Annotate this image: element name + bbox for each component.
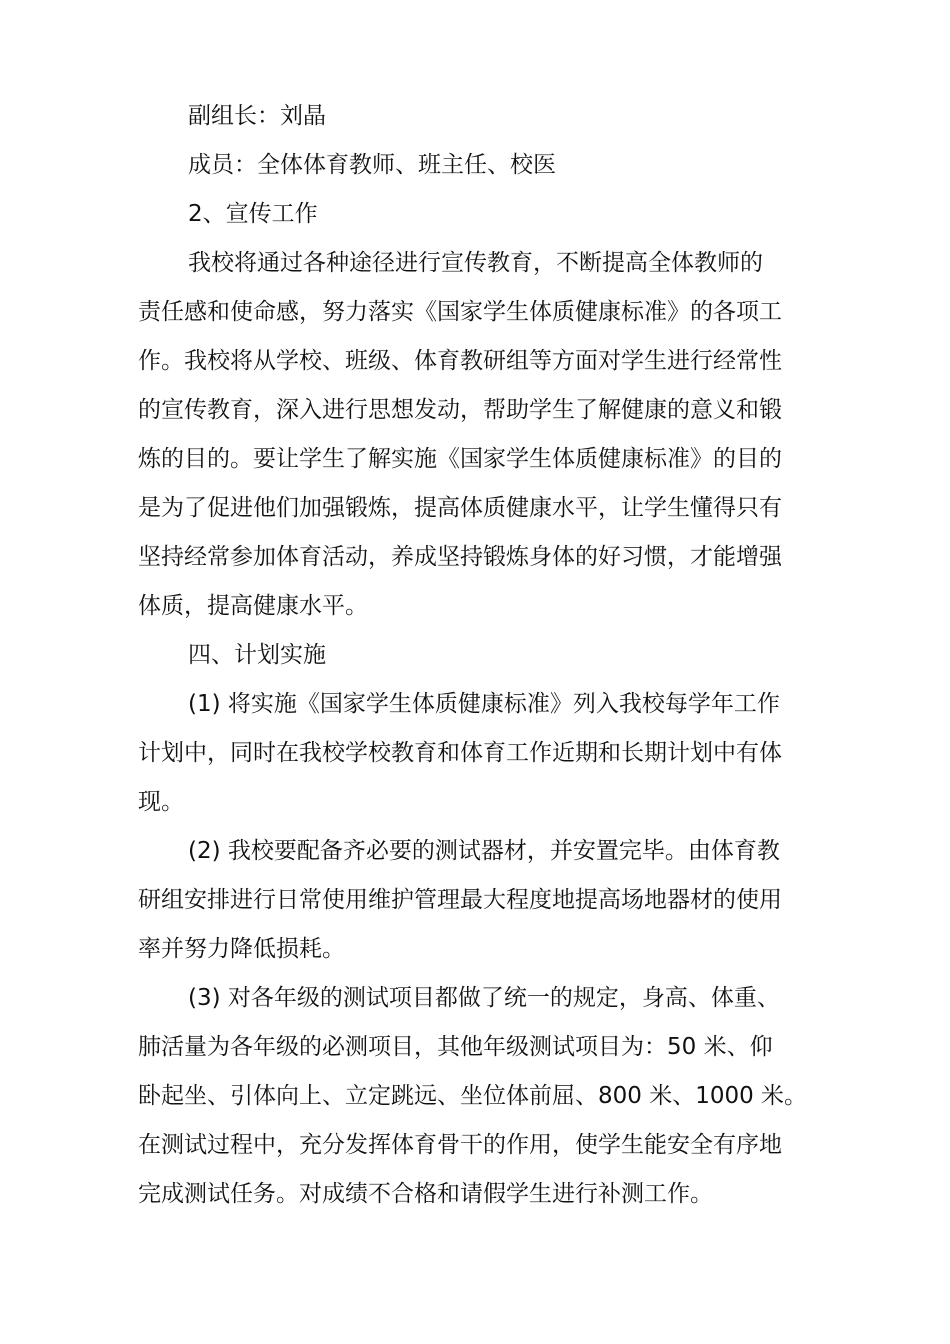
text-line: 炼的目的。要让学生了解实施《国家学生体质健康标准》的目的 (138, 446, 782, 472)
text-line: 现。 (138, 789, 184, 815)
subheading-publicity: 2、宣传工作 (188, 201, 318, 227)
text-line: 是为了促进他们加强锻炼，提高体质健康水平，让学生懂得只有 (138, 495, 782, 521)
text-line: 率并努力降低损耗。 (138, 936, 345, 962)
text-line: (2) 我校要配备齐必要的测试器材，并安置完毕。由体育教 (188, 838, 780, 864)
paragraph-item-1 (138, 680, 798, 827)
text-line: (1) 将实施《国家学生体质健康标准》列入我校每学年工作 (188, 691, 780, 717)
text-line: 研组安排进行日常使用维护管理最大程度地提高场地器材的使用 (138, 887, 782, 913)
paragraph-item-3 (138, 974, 808, 1219)
text-line: 责任感和使命感，努力落实《国家学生体质健康标准》的各项工 (138, 299, 782, 325)
text-line: 肺活量为各年级的必测项目，其他年级测试项目为：50 米、仰 (138, 1034, 773, 1060)
paragraph-publicity (138, 239, 798, 631)
text-line: 的宣传教育，深入进行思想发动，帮助学生了解健康的意义和锻 (138, 397, 782, 423)
paragraph-item-2 (138, 827, 798, 974)
document-page (138, 92, 808, 1219)
text-line: 在测试过程中，充分发挥体育骨干的作用，使学生能安全有序地 (138, 1132, 782, 1158)
members-line: 成员：全体体育教师、班主任、校医 (188, 152, 556, 178)
text-line: (3) 对各年级的测试项目都做了统一的规定，身高、体重、 (188, 985, 780, 1011)
text-line: 卧起坐、引体向上、立定跳远、坐位体前屈、800 米、1000 米。 (138, 1083, 808, 1109)
text-line: 我校将通过各种途径进行宣传教育，不断提高全体教师的 (188, 250, 763, 276)
text-line: 体质，提高健康水平。 (138, 593, 368, 619)
section-title: 四、计划实施 (188, 642, 326, 668)
text-line: 计划中，同时在我校学校教育和体育工作近期和长期计划中有体 (138, 740, 782, 766)
text-line: 完成测试任务。对成绩不合格和请假学生进行补测工作。 (138, 1181, 713, 1207)
vice-leader-line: 副组长：刘晶 (188, 103, 326, 129)
text-line: 作。我校将从学校、班级、体育教研组等方面对学生进行经常性 (138, 348, 782, 374)
text-line: 坚持经常参加体育活动，养成坚持锻炼身体的好习惯，才能增强 (138, 544, 782, 570)
